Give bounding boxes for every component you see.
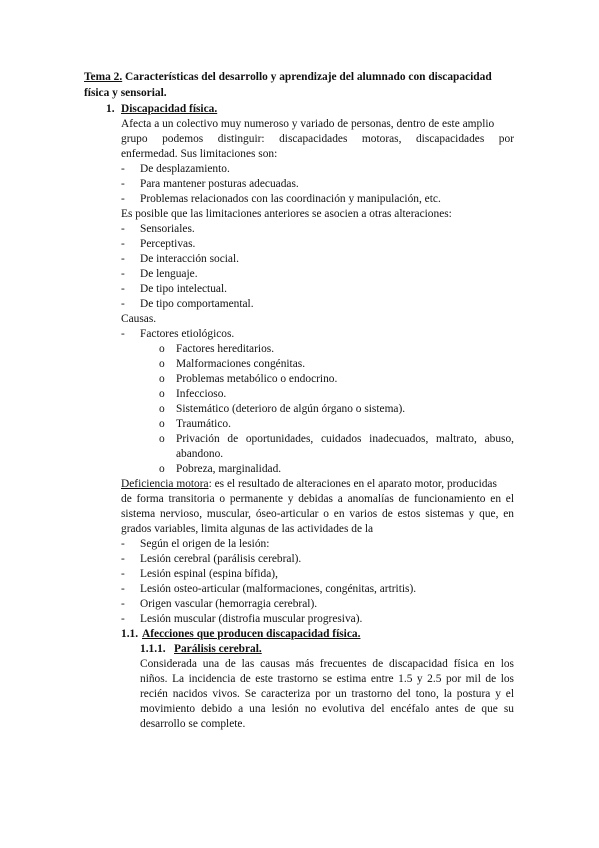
- dash-bullet: -: [121, 283, 125, 295]
- paragraph-line: recién nacidos vivos. Se caracteriza por un trastorno del tono, la postura y el: [140, 688, 514, 700]
- sub-list-item: Problemas metabólico o endocrino.: [176, 373, 338, 385]
- dash-bullet: -: [121, 298, 125, 310]
- assoc-intro: Es posible que las limitaciones anteriores se asocien a otras alteraciones:: [121, 208, 452, 220]
- circle-bullet: o: [159, 463, 165, 475]
- list-item: De tipo comportamental.: [140, 298, 254, 310]
- document-title-line2: física y sensorial.: [84, 87, 167, 99]
- circle-bullet: o: [159, 418, 165, 430]
- list-item: Lesión osteo-articular (malformaciones, congénitas, artritis).: [140, 583, 417, 595]
- list-item: Lesión cerebral (parálisis cerebral).: [140, 553, 302, 565]
- list-item: Sensoriales.: [140, 223, 195, 235]
- list-item: De lenguaje.: [140, 268, 198, 280]
- section-heading: Discapacidad física.: [121, 103, 218, 115]
- sub-list-item: Privación de oportunidades, cuidados inadecuados, maltrato, abuso,: [176, 433, 514, 445]
- list-item: Lesión muscular (distrofia muscular progresiva).: [140, 613, 363, 625]
- list-item: Según el origen de la lesión:: [140, 538, 270, 550]
- dash-bullet: -: [121, 583, 125, 595]
- intro-line: Afecta a un colectivo muy numeroso y variado de personas, dentro de este amplio: [121, 118, 495, 130]
- dash-bullet: -: [121, 613, 125, 625]
- list-item: De tipo intelectual.: [140, 283, 227, 295]
- list-item: De interacción social.: [140, 253, 239, 265]
- dash-bullet: -: [121, 238, 125, 250]
- dash-bullet: -: [121, 568, 125, 580]
- paragraph-line: niños. La incidencia de este trastorno se estima entre 1.5 y 2.5 por mil de los: [140, 673, 514, 685]
- paragraph-line: desarrollo se complete.: [140, 718, 246, 730]
- circle-bullet: o: [159, 358, 165, 370]
- subsubsection-number: 1.1.1.: [140, 643, 166, 655]
- dash-bullet: -: [121, 328, 125, 340]
- deficiency-line: de forma transitoria o permanente y debidas a anomalías de funcionamiento en el: [121, 493, 514, 505]
- circle-bullet: o: [159, 373, 165, 385]
- dash-bullet: -: [121, 193, 125, 205]
- dash-bullet: -: [121, 178, 125, 190]
- circle-bullet: o: [159, 388, 165, 400]
- subsubsection-heading: Parálisis cerebral.: [174, 643, 262, 655]
- dash-bullet: -: [121, 253, 125, 265]
- list-item: De desplazamiento.: [140, 163, 230, 175]
- list-item: Problemas relacionados con las coordinación y manipulación, etc.: [140, 193, 441, 205]
- dash-bullet: -: [121, 553, 125, 565]
- sub-list-item: Pobreza, marginalidad.: [176, 463, 282, 475]
- dash-bullet: -: [121, 223, 125, 235]
- dash-bullet: -: [121, 598, 125, 610]
- circle-bullet: o: [159, 433, 165, 445]
- circle-bullet: o: [159, 403, 165, 415]
- deficiency-line: sistema nervioso, muscular, óseo-articular o en varios de estos sistemas y que, en: [121, 508, 514, 520]
- subsection-number: 1.1.: [121, 628, 139, 640]
- title-label: Tema 2.: [84, 71, 123, 83]
- deficiency-text: : es el resultado de alteraciones en el aparato motor, producidas: [208, 478, 497, 490]
- circle-bullet: o: [159, 343, 165, 355]
- deficiency-term: Deficiencia motora: [121, 478, 209, 490]
- sub-list-item: Traumático.: [176, 418, 231, 430]
- intro-line: enfermedad. Sus limitaciones son:: [121, 148, 278, 160]
- intro-line: grupo podemos distinguir: discapacidades motoras, discapacidades por: [121, 133, 514, 145]
- title-text: Características del desarrollo y aprendizaje del alumnado con discapacidad: [125, 71, 492, 83]
- dash-bullet: -: [121, 163, 125, 175]
- sub-list-item: Factores hereditarios.: [176, 343, 275, 355]
- causes-label: Causas.: [121, 313, 157, 325]
- sub-list-item: Sistemático (deterioro de algún órgano o sistema).: [176, 403, 406, 415]
- document-title: [84, 70, 492, 85]
- deficiency-line: grados variables, limita algunas de las actividades de la: [121, 523, 374, 535]
- dash-bullet: -: [121, 268, 125, 280]
- deficiency-line: [121, 477, 497, 492]
- list-item: Perceptivas.: [140, 238, 196, 250]
- section-number: 1.: [106, 103, 115, 115]
- sub-list-item-cont: abandono.: [176, 448, 224, 460]
- sub-list-item: Infeccioso.: [176, 388, 227, 400]
- paragraph-line: Considerada una de las causas más frecuentes de discapacidad física en los: [140, 658, 514, 670]
- sub-list-item: Malformaciones congénitas.: [176, 358, 306, 370]
- list-item: Factores etiológicos.: [140, 328, 235, 340]
- list-item: Lesión espinal (espina bífida),: [140, 568, 278, 580]
- list-item: Para mantener posturas adecuadas.: [140, 178, 299, 190]
- subsection-heading: Afecciones que producen discapacidad física.: [142, 628, 361, 640]
- paragraph-line: movimiento debido a una lesión no evolutiva del encéfalo antes de que su: [140, 703, 514, 715]
- list-item: Origen vascular (hemorragia cerebral).: [140, 598, 318, 610]
- dash-bullet: -: [121, 538, 125, 550]
